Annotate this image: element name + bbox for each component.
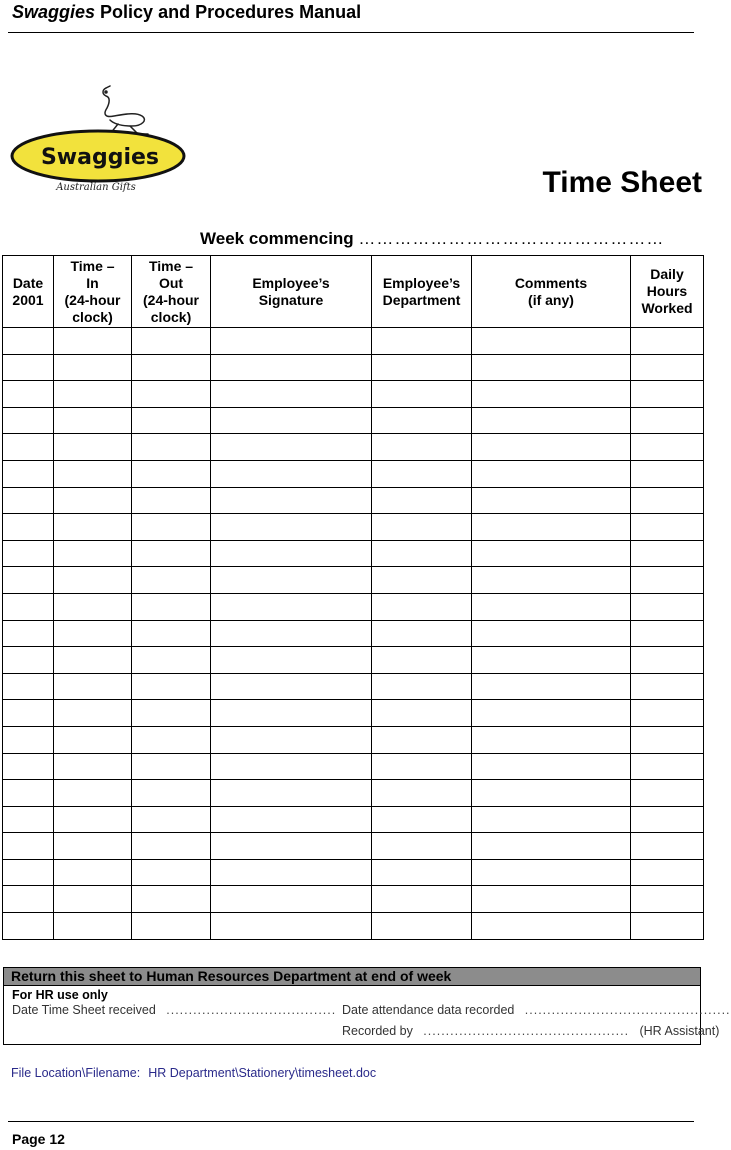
entry-cell[interactable] (54, 407, 132, 434)
entry-cell[interactable] (631, 567, 704, 594)
entry-cell[interactable] (472, 673, 631, 700)
entry-cell[interactable] (54, 514, 132, 541)
file-path: HR Department\Stationery\timesheet.doc (148, 1066, 377, 1080)
entry-cell[interactable] (372, 540, 472, 567)
entry-cell[interactable] (472, 700, 631, 727)
column-header-line: Employee’s (252, 274, 330, 291)
table-header-row (3, 256, 704, 328)
swaggies-logo (10, 84, 190, 194)
entry-cell[interactable] (211, 567, 372, 594)
entry-cell[interactable] (132, 726, 211, 753)
entry-cell[interactable] (472, 354, 631, 381)
entry-cell[interactable] (372, 434, 472, 461)
table-row (3, 886, 704, 913)
table-row (3, 593, 704, 620)
entry-cell[interactable] (132, 859, 211, 886)
entry-cell[interactable] (211, 407, 372, 434)
entry-cell[interactable] (372, 381, 472, 408)
entry-cell[interactable] (372, 567, 472, 594)
entry-cell[interactable] (54, 753, 132, 780)
entry-cell[interactable] (372, 514, 472, 541)
table-row (3, 328, 704, 355)
entry-cell[interactable] (472, 833, 631, 860)
entry-cell[interactable] (3, 567, 54, 594)
column-header-line: Worked (641, 300, 693, 316)
entry-cell[interactable] (631, 540, 704, 567)
entry-cell[interactable] (211, 487, 372, 514)
manual-header-title (12, 2, 361, 23)
entry-cell[interactable] (372, 407, 472, 434)
entry-cell[interactable] (54, 434, 132, 461)
entry-cell[interactable] (472, 593, 631, 620)
column-header (54, 256, 132, 328)
entry-cell[interactable] (54, 567, 132, 594)
entry-cell[interactable] (3, 806, 54, 833)
table-row (3, 514, 704, 541)
entry-cell[interactable] (132, 593, 211, 620)
entry-cell[interactable] (372, 460, 472, 487)
entry-cell[interactable] (211, 647, 372, 674)
column-header (211, 256, 372, 328)
entry-cell[interactable] (132, 673, 211, 700)
entry-cell[interactable] (631, 407, 704, 434)
entry-cell[interactable] (54, 647, 132, 674)
table-row (3, 434, 704, 461)
table-row (3, 407, 704, 434)
table-row (3, 354, 704, 381)
entry-cell[interactable] (372, 647, 472, 674)
table-body (3, 328, 704, 940)
file-location-label: File Location\Filename: (11, 1066, 141, 1080)
column-header (372, 256, 472, 328)
entry-cell[interactable] (211, 886, 372, 913)
entry-cell[interactable] (631, 381, 704, 408)
entry-cell[interactable] (631, 593, 704, 620)
table-row (3, 487, 704, 514)
table-row (3, 726, 704, 753)
table-row (3, 647, 704, 674)
entry-cell[interactable] (472, 753, 631, 780)
entry-cell[interactable] (54, 673, 132, 700)
entry-cell[interactable] (132, 540, 211, 567)
entry-cell[interactable] (211, 780, 372, 807)
hr-assistant-label: (HR Assistant) (639, 1024, 720, 1038)
entry-cell[interactable] (211, 859, 372, 886)
entry-cell[interactable] (132, 753, 211, 780)
entry-cell[interactable] (3, 833, 54, 860)
entry-cell[interactable] (54, 593, 132, 620)
entry-cell[interactable] (372, 833, 472, 860)
entry-cell[interactable] (631, 514, 704, 541)
entry-cell[interactable] (132, 567, 211, 594)
entry-cell[interactable] (472, 567, 631, 594)
entry-cell[interactable] (3, 700, 54, 727)
manual-title: Policy and Procedures Manual (100, 2, 362, 22)
entry-cell[interactable] (631, 700, 704, 727)
table-row (3, 460, 704, 487)
entry-cell[interactable] (132, 487, 211, 514)
table-row (3, 540, 704, 567)
entry-cell[interactable] (132, 514, 211, 541)
entry-cell[interactable] (372, 726, 472, 753)
entry-cell[interactable] (211, 806, 372, 833)
week-dotted-line: …………………………………………… (358, 229, 665, 248)
hr-use-box (3, 967, 731, 1045)
entry-cell[interactable] (211, 381, 372, 408)
entry-cell[interactable] (3, 726, 54, 753)
entry-cell[interactable] (3, 514, 54, 541)
column-header (631, 256, 704, 328)
entry-cell[interactable] (372, 620, 472, 647)
file-location (11, 1066, 376, 1080)
column-header (472, 256, 631, 328)
entry-cell[interactable] (54, 540, 132, 567)
entry-cell[interactable] (631, 833, 704, 860)
entry-cell[interactable] (3, 593, 54, 620)
entry-cell[interactable] (54, 859, 132, 886)
column-header-line: Daily (650, 266, 684, 282)
received-field (12, 1003, 336, 1017)
entry-cell[interactable] (472, 328, 631, 355)
entry-cell[interactable] (3, 753, 54, 780)
entry-cell[interactable] (132, 886, 211, 913)
entry-cell[interactable] (132, 460, 211, 487)
column-header-line: Time – (70, 257, 115, 274)
column-header-line: Comments (514, 274, 588, 291)
entry-cell[interactable] (3, 434, 54, 461)
table-row (3, 381, 704, 408)
entry-cell[interactable] (631, 434, 704, 461)
entry-cell[interactable] (132, 354, 211, 381)
entry-cell[interactable] (3, 540, 54, 567)
column-header-line: 2001 (12, 291, 44, 308)
entry-cell[interactable] (631, 780, 704, 807)
table-row (3, 833, 704, 860)
entry-cell[interactable] (472, 381, 631, 408)
entry-cell[interactable] (372, 700, 472, 727)
entry-cell[interactable] (3, 354, 54, 381)
entry-cell[interactable] (472, 726, 631, 753)
footer-rule (8, 1121, 694, 1122)
entry-cell[interactable] (631, 886, 704, 913)
logo-tagline: Australian Gifts (56, 182, 136, 193)
entry-cell[interactable] (211, 514, 372, 541)
entry-cell[interactable] (372, 780, 472, 807)
entry-cell[interactable] (3, 328, 54, 355)
entry-cell[interactable] (631, 620, 704, 647)
time-sheet-table (2, 255, 704, 940)
entry-cell[interactable] (54, 381, 132, 408)
header-rule (8, 32, 694, 33)
column-header-line: clock) (150, 308, 192, 325)
entry-cell[interactable] (54, 328, 132, 355)
attendance-label: Date attendance data recorded (342, 1003, 515, 1017)
entry-cell[interactable] (54, 886, 132, 913)
entry-cell[interactable] (372, 913, 472, 940)
entry-cell[interactable] (132, 647, 211, 674)
entry-cell[interactable] (631, 460, 704, 487)
entry-cell[interactable] (132, 806, 211, 833)
entry-cell[interactable] (132, 780, 211, 807)
brand-name: Swaggies (12, 2, 96, 22)
entry-cell[interactable] (211, 913, 372, 940)
entry-cell[interactable] (372, 753, 472, 780)
table-row (3, 620, 704, 647)
received-dots: ...................................... (166, 1003, 337, 1017)
entry-cell[interactable] (472, 886, 631, 913)
entry-cell[interactable] (631, 673, 704, 700)
attendance-field (342, 1003, 731, 1017)
column-header-line: Employee’s (382, 274, 461, 291)
attendance-dots: .............................................. (524, 1003, 731, 1017)
column-header-line: clock) (72, 308, 113, 325)
column-header-line: Signature (258, 291, 324, 308)
entry-cell[interactable] (631, 487, 704, 514)
entry-cell[interactable] (472, 859, 631, 886)
entry-cell[interactable] (372, 328, 472, 355)
entry-cell[interactable] (3, 647, 54, 674)
column-header (3, 256, 54, 328)
table-row (3, 913, 704, 940)
table-row (3, 567, 704, 594)
entry-cell[interactable] (3, 673, 54, 700)
recorded-by-dots: .............................................. (423, 1024, 630, 1038)
column-header-line: Out (158, 274, 184, 291)
entry-cell[interactable] (372, 354, 472, 381)
entry-cell[interactable] (132, 700, 211, 727)
entry-cell[interactable] (631, 328, 704, 355)
entry-cell[interactable] (211, 726, 372, 753)
entry-cell[interactable] (54, 460, 132, 487)
entry-cell[interactable] (211, 540, 372, 567)
entry-cell[interactable] (3, 487, 54, 514)
entry-cell[interactable] (372, 593, 472, 620)
column-header-line: Department (382, 291, 461, 308)
entry-cell[interactable] (3, 913, 54, 940)
entry-cell[interactable] (54, 620, 132, 647)
entry-cell[interactable] (132, 381, 211, 408)
hr-use-label: For HR use only (12, 988, 108, 1002)
column-header-line: (24-hour (64, 291, 121, 308)
entry-cell[interactable] (54, 726, 132, 753)
entry-cell[interactable] (3, 407, 54, 434)
entry-cell[interactable] (3, 780, 54, 807)
entry-cell[interactable] (472, 434, 631, 461)
entry-cell[interactable] (211, 460, 372, 487)
recorded-by-field (342, 1024, 719, 1038)
entry-cell[interactable] (372, 859, 472, 886)
entry-cell[interactable] (211, 700, 372, 727)
entry-cell[interactable] (631, 806, 704, 833)
entry-cell[interactable] (472, 407, 631, 434)
column-header-line: (24-hour (143, 291, 199, 308)
received-label: Date Time Sheet received (12, 1003, 156, 1017)
table-row (3, 806, 704, 833)
column-header-line: Time – (148, 257, 194, 274)
return-instruction-bar: Return this sheet to Human Resources Department at end of week (4, 968, 700, 986)
emu-icon (102, 86, 148, 136)
entry-cell[interactable] (211, 328, 372, 355)
entry-cell[interactable] (472, 780, 631, 807)
entry-cell[interactable] (372, 487, 472, 514)
entry-cell[interactable] (372, 886, 472, 913)
week-label: Week commencing (200, 229, 354, 248)
week-commencing-field (200, 229, 664, 249)
entry-cell[interactable] (472, 620, 631, 647)
entry-cell[interactable] (132, 434, 211, 461)
entry-cell[interactable] (211, 833, 372, 860)
document-title: Time Sheet (542, 166, 702, 199)
logo-wordmark: Swaggies (40, 145, 160, 170)
entry-cell[interactable] (472, 460, 631, 487)
column-header-line: In (86, 274, 99, 291)
entry-cell[interactable] (631, 354, 704, 381)
entry-cell[interactable] (211, 673, 372, 700)
entry-cell[interactable] (472, 540, 631, 567)
entry-cell[interactable] (211, 753, 372, 780)
entry-cell[interactable] (3, 886, 54, 913)
entry-cell[interactable] (211, 593, 372, 620)
entry-cell[interactable] (631, 647, 704, 674)
entry-cell[interactable] (472, 913, 631, 940)
table-row (3, 780, 704, 807)
entry-cell[interactable] (472, 514, 631, 541)
entry-cell[interactable] (132, 407, 211, 434)
column-header-line: Date (12, 274, 44, 291)
recorded-by-label: Recorded by (342, 1024, 413, 1038)
table-row (3, 700, 704, 727)
entry-cell[interactable] (54, 780, 132, 807)
entry-cell[interactable] (132, 833, 211, 860)
entry-cell[interactable] (54, 913, 132, 940)
entry-cell[interactable] (132, 620, 211, 647)
table-row (3, 859, 704, 886)
entry-cell[interactable] (54, 354, 132, 381)
entry-cell[interactable] (54, 806, 132, 833)
column-header-line: (if any) (528, 291, 574, 308)
entry-cell[interactable] (3, 620, 54, 647)
entry-cell[interactable] (132, 328, 211, 355)
entry-cell[interactable] (211, 354, 372, 381)
page-number: Page 12 (12, 1131, 65, 1147)
entry-cell[interactable] (211, 620, 372, 647)
entry-cell[interactable] (472, 487, 631, 514)
entry-cell[interactable] (211, 434, 372, 461)
entry-cell[interactable] (631, 859, 704, 886)
entry-cell[interactable] (3, 859, 54, 886)
column-header (132, 256, 211, 328)
column-header-line: Hours (646, 283, 688, 299)
entry-cell[interactable] (631, 913, 704, 940)
entry-cell[interactable] (54, 487, 132, 514)
entry-cell[interactable] (54, 833, 132, 860)
entry-cell[interactable] (631, 726, 704, 753)
entry-cell[interactable] (472, 806, 631, 833)
entry-cell[interactable] (372, 673, 472, 700)
table-row (3, 753, 704, 780)
entry-cell[interactable] (472, 647, 631, 674)
entry-cell[interactable] (132, 913, 211, 940)
entry-cell[interactable] (631, 753, 704, 780)
entry-cell[interactable] (3, 381, 54, 408)
table-row (3, 673, 704, 700)
entry-cell[interactable] (372, 806, 472, 833)
entry-cell[interactable] (3, 460, 54, 487)
entry-cell[interactable] (54, 700, 132, 727)
